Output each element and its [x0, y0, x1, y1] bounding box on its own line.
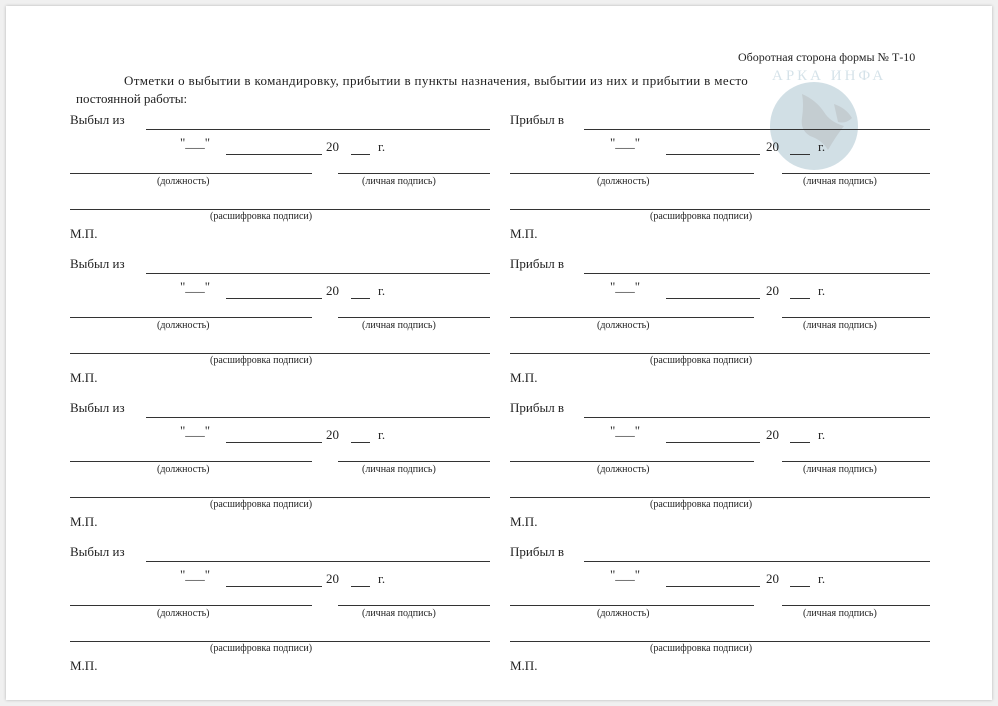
signature-field[interactable]	[782, 173, 930, 174]
date-day-field[interactable]: "___"	[180, 567, 211, 582]
intro-text-line2: постоянной работы:	[76, 91, 188, 106]
signature-field[interactable]	[782, 317, 930, 318]
signature-caption: (личная подпись)	[803, 608, 877, 619]
position-caption: (должность)	[157, 608, 210, 619]
date-day-field[interactable]: "___"	[180, 423, 211, 438]
arrived-at-label: Прибыл в	[510, 400, 565, 415]
svg-text:АРКА ИНФА: АРКА ИНФА	[772, 68, 887, 84]
signature-decryption-field[interactable]	[70, 641, 490, 642]
date-year-prefix: 20	[766, 427, 779, 442]
date-year-prefix: 20	[766, 139, 779, 154]
arrived-at-field[interactable]	[584, 129, 930, 130]
globe-logo-icon	[764, 64, 904, 174]
signature-field[interactable]	[338, 317, 490, 318]
stamp-label: М.П.	[510, 514, 538, 529]
signature-decryption-field[interactable]	[70, 353, 490, 354]
position-field[interactable]	[70, 173, 312, 174]
decryption-caption: (расшифровка подписи)	[650, 643, 753, 654]
signature-field[interactable]	[782, 461, 930, 462]
stamp-label: М.П.	[510, 658, 538, 673]
stamp-label: М.П.	[70, 514, 98, 529]
date-year-field[interactable]	[790, 586, 810, 587]
date-year-field[interactable]	[351, 442, 370, 443]
year-suffix: г.	[818, 139, 826, 154]
signature-field[interactable]	[338, 605, 490, 606]
date-year-field[interactable]	[790, 298, 810, 299]
signature-caption: (личная подпись)	[362, 320, 436, 331]
departed-from-label: Выбыл из	[70, 544, 125, 559]
date-day-field[interactable]: "___"	[610, 567, 641, 582]
year-suffix: г.	[818, 571, 826, 586]
signature-decryption-field[interactable]	[510, 353, 930, 354]
form-title: Оборотная сторона формы № Т-10	[738, 50, 916, 64]
signature-caption: (личная подпись)	[803, 176, 877, 187]
signature-decryption-field[interactable]	[510, 209, 930, 210]
date-day-field[interactable]: "___"	[610, 135, 641, 150]
decryption-caption: (расшифровка подписи)	[210, 355, 313, 366]
position-caption: (должность)	[597, 464, 650, 475]
date-year-field[interactable]	[351, 298, 370, 299]
signature-field[interactable]	[338, 173, 490, 174]
signature-caption: (личная подпись)	[362, 176, 436, 187]
signature-caption: (личная подпись)	[362, 464, 436, 475]
year-suffix: г.	[378, 571, 386, 586]
position-field[interactable]	[70, 605, 312, 606]
signature-caption: (личная подпись)	[362, 608, 436, 619]
date-year-prefix: 20	[766, 571, 779, 586]
date-day-field[interactable]: "___"	[180, 279, 211, 294]
decryption-caption: (расшифровка подписи)	[210, 643, 313, 654]
position-caption: (должность)	[597, 320, 650, 331]
date-month-field[interactable]	[226, 154, 322, 155]
date-year-field[interactable]	[351, 586, 370, 587]
date-year-prefix: 20	[326, 571, 339, 586]
date-year-field[interactable]	[790, 442, 810, 443]
date-month-field[interactable]	[666, 586, 760, 587]
date-day-field[interactable]: "___"	[610, 279, 641, 294]
date-day-field[interactable]: "___"	[180, 135, 211, 150]
stamp-label: М.П.	[70, 226, 98, 241]
signature-decryption-field[interactable]	[510, 497, 930, 498]
position-field[interactable]	[510, 317, 754, 318]
signature-field[interactable]	[782, 605, 930, 606]
arrived-at-label: Прибыл в	[510, 112, 565, 127]
decryption-caption: (расшифровка подписи)	[650, 499, 753, 510]
date-year-prefix: 20	[766, 283, 779, 298]
year-suffix: г.	[818, 283, 826, 298]
date-month-field[interactable]	[666, 154, 760, 155]
position-caption: (должность)	[597, 608, 650, 619]
signature-decryption-field[interactable]	[70, 209, 490, 210]
signature-decryption-field[interactable]	[70, 497, 490, 498]
date-year-field[interactable]	[790, 154, 810, 155]
date-year-prefix: 20	[326, 427, 339, 442]
signature-decryption-field[interactable]	[510, 641, 930, 642]
stamp-label: М.П.	[510, 226, 538, 241]
stamp-label: М.П.	[70, 370, 98, 385]
year-suffix: г.	[818, 427, 826, 442]
date-month-field[interactable]	[226, 442, 322, 443]
stamp-label: М.П.	[510, 370, 538, 385]
form-sheet	[6, 6, 992, 700]
signature-caption: (личная подпись)	[803, 464, 877, 475]
year-suffix: г.	[378, 427, 386, 442]
position-field[interactable]	[510, 173, 754, 174]
arrived-at-field[interactable]	[584, 273, 930, 274]
position-caption: (должность)	[157, 176, 210, 187]
departed-from-field[interactable]	[146, 129, 490, 130]
decryption-caption: (расшифровка подписи)	[210, 211, 313, 222]
signature-caption: (личная подпись)	[803, 320, 877, 331]
year-suffix: г.	[378, 283, 386, 298]
departed-from-label: Выбыл из	[70, 112, 125, 127]
stamp-label: М.П.	[70, 658, 98, 673]
year-suffix: г.	[378, 139, 386, 154]
position-field[interactable]	[510, 605, 754, 606]
position-caption: (должность)	[597, 176, 650, 187]
departed-from-label: Выбыл из	[70, 400, 125, 415]
departed-from-field[interactable]	[146, 273, 490, 274]
date-year-prefix: 20	[326, 139, 339, 154]
date-day-field[interactable]: "___"	[610, 423, 641, 438]
decryption-caption: (расшифровка подписи)	[650, 211, 753, 222]
date-year-field[interactable]	[351, 154, 370, 155]
date-month-field[interactable]	[666, 298, 760, 299]
arrived-at-label: Прибыл в	[510, 256, 565, 271]
signature-field[interactable]	[338, 461, 490, 462]
position-field[interactable]	[510, 461, 754, 462]
decryption-caption: (расшифровка подписи)	[650, 355, 753, 366]
departed-from-label: Выбыл из	[70, 256, 125, 271]
arrived-at-label: Прибыл в	[510, 544, 565, 559]
date-month-field[interactable]	[666, 442, 760, 443]
arrived-at-field[interactable]	[584, 417, 930, 418]
departed-from-field[interactable]	[146, 561, 490, 562]
date-month-field[interactable]	[226, 586, 322, 587]
date-month-field[interactable]	[226, 298, 322, 299]
decryption-caption: (расшифровка подписи)	[210, 499, 313, 510]
date-year-prefix: 20	[326, 283, 339, 298]
arrived-at-field[interactable]	[584, 561, 930, 562]
position-caption: (должность)	[157, 464, 210, 475]
position-field[interactable]	[70, 317, 312, 318]
departed-from-field[interactable]	[146, 417, 490, 418]
intro-text-line1: Отметки о выбытии в командировку, прибытии в пункты назначения, выбытии из них и прибытии в место	[124, 73, 749, 88]
position-caption: (должность)	[157, 320, 210, 331]
position-field[interactable]	[70, 461, 312, 462]
